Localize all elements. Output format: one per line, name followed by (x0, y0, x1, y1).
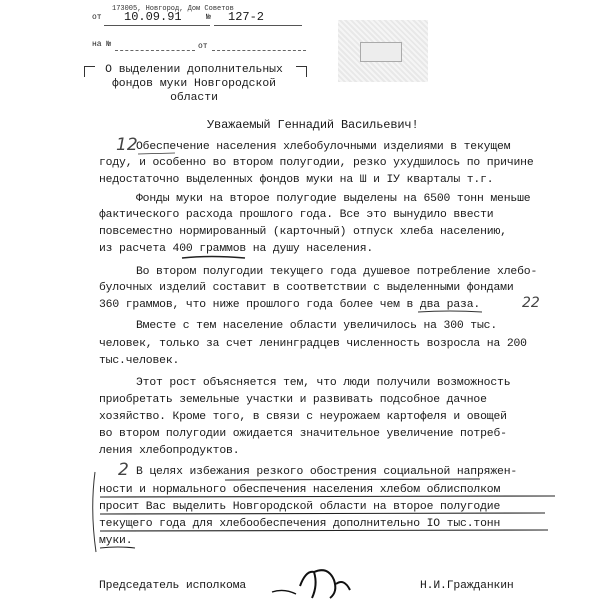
signature-position: Председатель исполкома (99, 580, 247, 592)
body-line: фактического расхода прошлого года. Все это вынудило ввести (99, 209, 494, 221)
body-line: 360 граммов, что ниже прошлого года более чем в два раза. (99, 299, 481, 311)
body-line: просит Вас выделить Новгородской области на второе полугодие (99, 501, 501, 513)
signature-stroke (300, 570, 350, 598)
underline-social-tension (225, 479, 480, 480)
body-line: Этот рост объясняется тем, что люди получили возможность (136, 377, 511, 389)
underline-request-3 (100, 530, 548, 531)
reply-number-prefix: на № (92, 40, 112, 49)
body-line: повсеместно нормированный (карточный) отпуск хлеба населению, (99, 226, 507, 238)
underline-request-2 (100, 513, 545, 514)
date-prefix: от (92, 13, 102, 22)
subject-line-3: области (170, 92, 218, 104)
request-bracket (93, 472, 96, 552)
underline-two-times (418, 311, 482, 312)
body-line: текущего года для хлебообеспечения дополнительно IO тыс.тонн (99, 518, 501, 530)
body-line: Вместе с тем население области увеличилось на 300 тыс. (136, 320, 498, 332)
margin-mark-2: 22 (522, 295, 540, 311)
body-line: недостаточно выделенных фондов муки на Ш и IУ кварталы т.г. (99, 174, 494, 186)
signature-flourish (272, 590, 296, 594)
margin-mark-1: 12 (116, 135, 138, 155)
underline-first-line (138, 153, 175, 154)
body-line: ности и нормального обеспечения населения хлебом облисполком (99, 484, 501, 496)
body-line: году, и особенно во втором полугодии, резко ухудшилось по причине (99, 157, 534, 169)
salutation: Уважаемый Геннадий Васильевич! (207, 118, 419, 132)
reply-date-prefix: от (198, 42, 208, 51)
signature-name: Н.И.Гражданкин (420, 580, 514, 592)
body-line: Во втором полугодии текущего года душевое потребление хлебо- (136, 266, 538, 278)
body-line: человек, только за счет ленинградцев численность возросла на 200 (99, 338, 527, 350)
number-prefix: № (206, 13, 211, 22)
body-line: Обеспечение населения хлебобулочными изделиями в текущем (136, 141, 511, 153)
margin-mark-3: 2 (118, 460, 129, 480)
subject-line-2: фондов муки Новгородской (111, 78, 277, 90)
body-line: приобретать земельные участки и развивать подсобное дачное (99, 394, 487, 406)
body-line: из расчета 400 граммов на душу населения. (99, 243, 374, 255)
letterhead-address: 173005, Новгород, Дом Советов (112, 5, 234, 13)
body-line: муки. (99, 535, 133, 547)
letter-date: 10.09.91 (124, 10, 182, 24)
body-line: во втором полугодии ожидается значительное увеличение потреб- (99, 428, 507, 440)
underline-400-grams (182, 257, 245, 259)
subject-line-1: О выделении дополнительных (105, 64, 283, 76)
letter-number: 127-2 (228, 10, 265, 24)
body-line: В целях избежания резкого обострения социальной напряжен- (136, 466, 518, 478)
body-line: Фонды муки на второе полугодие выделены на 6500 тонн меньше (136, 193, 531, 205)
underline-request-4 (100, 547, 135, 548)
underline-request-1 (100, 496, 555, 497)
body-line: тыс.человек. (99, 355, 180, 367)
body-line: ления хлебопродуктов. (99, 445, 240, 457)
body-line: хозяйство. Кроме того, в связи с неурожаем картофеля и овощей (99, 411, 507, 423)
body-line: булочных изделий составит в соответствии с выделенными фондами (99, 282, 514, 294)
